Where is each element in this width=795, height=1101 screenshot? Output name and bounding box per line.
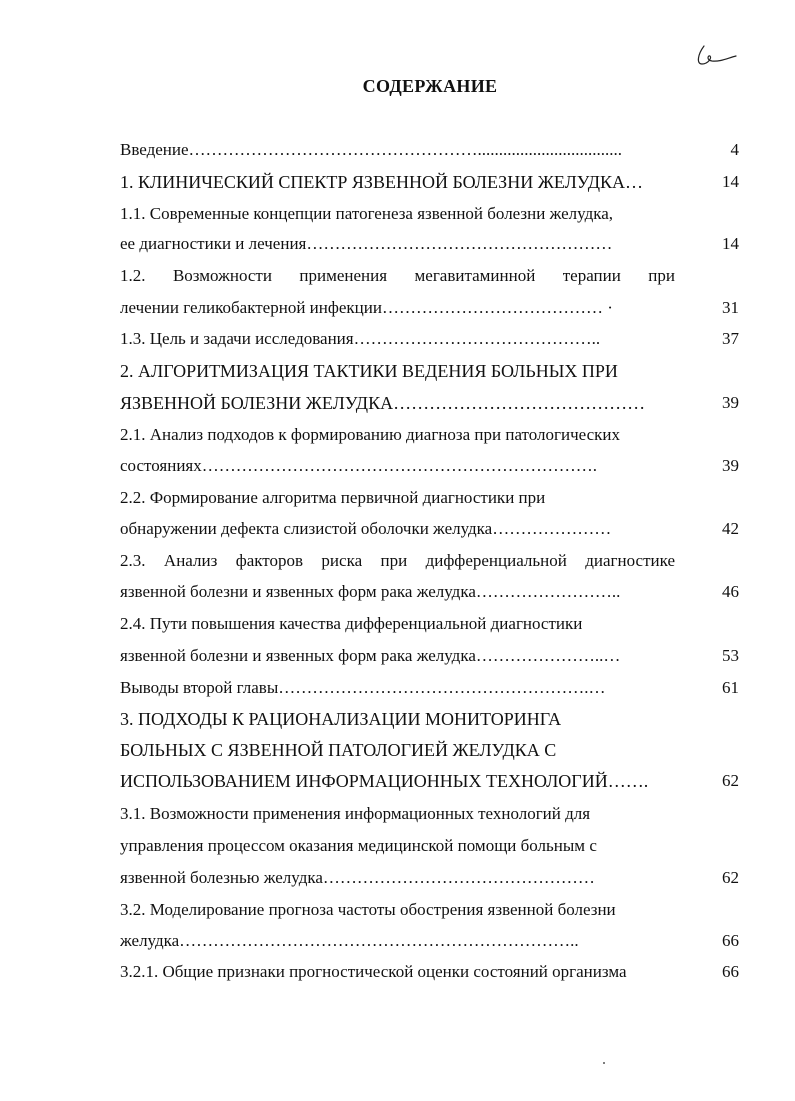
toc-entry-section-2-4-cont: язвенной болезни и язвенных форм рака желудка…………………..… — [120, 646, 621, 665]
toc-page-number: 37 — [722, 329, 739, 348]
toc-entry-chapter-3-cont: ИСПОЛЬЗОВАНИЕМ ИНФОРМАЦИОННЫХ ТЕХНОЛОГИЙ……. — [120, 771, 649, 791]
toc-entry-section-2-2-cont: обнаружении дефекта слизистой оболочки желудка………………… — [120, 519, 612, 538]
toc-entry-introduction: Введение…………………………………………….................................. — [120, 140, 623, 159]
toc-entry-chapter-2-conclusions: Выводы второй главы……………………………………………….… — [120, 678, 606, 697]
toc-entry-section-2-2: 2.2. Формирование алгоритма первичной диагностики при — [120, 488, 546, 507]
toc-entry-section-1-1-cont: ее диагностики и лечения……………………………………………… — [120, 234, 613, 253]
toc-entry-chapter-2-cont: ЯЗВЕННОЙ БОЛЕЗНИ ЖЕЛУДКА…………………………………… — [120, 393, 646, 413]
scan-speck — [603, 1062, 605, 1064]
toc-entry-section-1-1: 1.1. Современные концепции патогенеза язвенной болезни желудка, — [120, 204, 614, 223]
toc-page-number: 4 — [730, 140, 739, 159]
toc-entry-section-2-3-cont: язвенной болезни и язвенных форм рака желудка…………………….. — [120, 582, 621, 601]
toc-entry-section-2-1-cont: состояниях……………………………………………………………. — [120, 456, 597, 475]
toc-entry-section-3-1: 3.1. Возможности применения информационных технологий для — [120, 804, 591, 823]
toc-page-number: 14 — [722, 234, 739, 253]
toc-page-number: 62 — [722, 771, 739, 790]
toc-page-number: 62 — [722, 868, 739, 887]
toc-page-number: 46 — [722, 582, 739, 601]
toc-page-number: 61 — [722, 678, 739, 697]
toc-entry-chapter-3: 3. ПОДХОДЫ К РАЦИОНАЛИЗАЦИИ МОНИТОРИНГА — [120, 709, 562, 729]
toc-page-number: 66 — [722, 962, 739, 981]
toc-entry-section-1-3: 1.3. Цель и задачи исследования…………………………………….. — [120, 329, 601, 348]
toc-entry-section-2-4: 2.4. Пути повышения качества дифференциальной диагностики — [120, 614, 583, 633]
toc-page-number: 31 — [722, 298, 739, 317]
toc-page-number: 53 — [722, 646, 739, 665]
toc-entry-chapter-1: 1. КЛИНИЧЕСКИЙ СПЕКТР ЯЗВЕННОЙ БОЛЕЗНИ ЖЕЛУДКА… — [120, 172, 644, 192]
toc-entry-section-3-2: 3.2. Моделирование прогноза частоты обострения язвенной болезни — [120, 900, 616, 919]
toc-entry-section-1-2: 1.2. Возможности применения мегавитаминной терапии при — [120, 266, 675, 285]
toc-page-number: 39 — [722, 456, 739, 475]
toc-entry-section-3-1-cont: язвенной болезнью желудка………………………………………… — [120, 868, 595, 887]
toc-page-number: 66 — [722, 931, 739, 950]
toc-entry-section-3-2-1: 3.2.1. Общие признаки прогностической оценки состояний организма — [120, 962, 627, 981]
toc-page-number: 39 — [722, 393, 739, 412]
toc-entry-section-2-1: 2.1. Анализ подходов к формированию диагноза при патологических — [120, 425, 621, 444]
toc-page-number: 42 — [722, 519, 739, 538]
toc-entry-section-1-2-cont: лечении геликобактерной инфекции………………………………… · — [120, 298, 613, 317]
toc-entry-section-2-3: 2.3. Анализ факторов риска при дифференциальной диагностике — [120, 551, 675, 570]
toc-page-number: 14 — [722, 172, 739, 191]
page-title: СОДЕРЖАНИЕ — [362, 76, 498, 96]
toc-entry-chapter-3-cont: БОЛЬНЫХ С ЯЗВЕННОЙ ПАТОЛОГИЕЙ ЖЕЛУДКА С — [120, 740, 557, 760]
toc-entry-section-3-2-cont: желудка…………………………………………………………….. — [120, 931, 579, 950]
toc-entry-section-3-1-cont: управления процессом оказания медицинской помощи больным с — [120, 836, 597, 855]
toc-entry-chapter-2: 2. АЛГОРИТМИЗАЦИЯ ТАКТИКИ ВЕДЕНИЯ БОЛЬНЫХ ПРИ — [120, 361, 618, 381]
